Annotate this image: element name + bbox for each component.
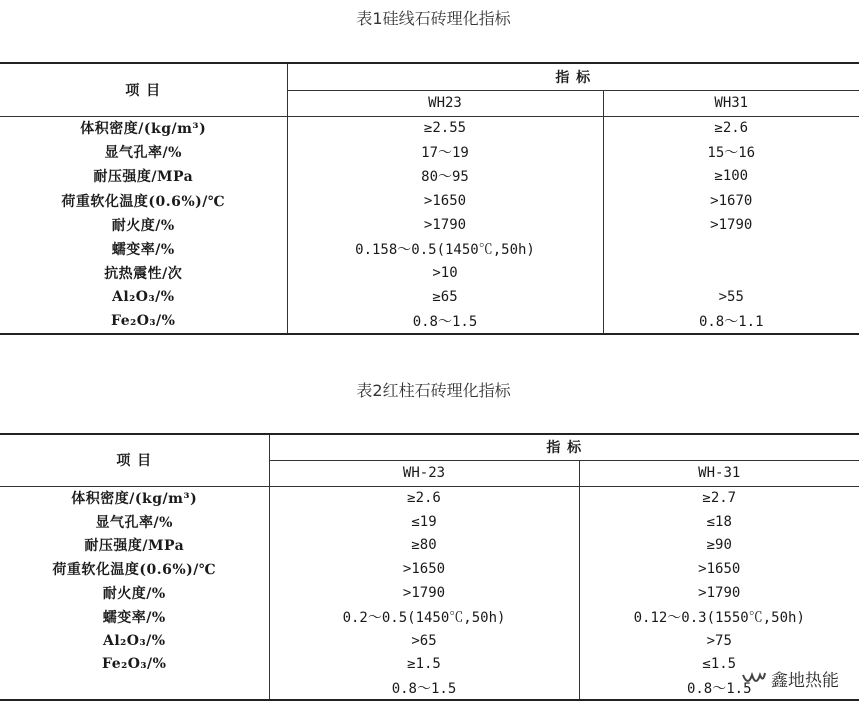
row-value-col2: 0.8～1.1 (603, 310, 859, 334)
table-row (0, 164, 859, 188)
table-row (0, 237, 859, 261)
row-value-empty (603, 237, 859, 261)
row-value-col2: ≤1.5 (579, 653, 859, 677)
table-row (0, 285, 859, 309)
table-row (0, 510, 859, 534)
row-label: Al₂O₃/% (111, 289, 175, 306)
table-row (0, 310, 859, 334)
table2-caption: 表2红柱石砖理化指标 (356, 381, 511, 400)
header-col-wh-23: WH-23 (269, 460, 579, 486)
row-label: Al₂O₃/% (102, 632, 166, 649)
row-value-col1: ≥2.6 (269, 486, 579, 510)
row-value-col1: 0.8～1.5 (287, 310, 603, 334)
table-row (0, 189, 859, 213)
row-value-col1: 0.8～1.5 (269, 676, 579, 700)
row-value-col1: ≥1.5 (269, 653, 579, 677)
table-row (0, 557, 859, 581)
row-value-col1: >1650 (287, 189, 603, 213)
row-label: 耐火度/% (102, 586, 166, 603)
table-row (0, 605, 859, 629)
row-value-col2: >1650 (579, 557, 859, 581)
row-value-col1: ≥2.55 (287, 116, 603, 140)
row-value-col2: >75 (579, 629, 859, 653)
table-row (0, 653, 859, 677)
row-value-col2 (603, 261, 859, 285)
watermark-text: 鑫地热能 (771, 671, 839, 691)
andalusite-brick-table (0, 433, 859, 701)
silica-brick-table (0, 62, 859, 335)
row-label: 耐压强度/MPa (84, 538, 185, 555)
row-value-col1: 80～95 (287, 164, 603, 188)
row-label (0, 676, 269, 700)
row-label: 体积密度/(kg/m³) (80, 121, 207, 138)
row-label: 抗热震性/次 (104, 266, 183, 283)
header-indicator: 指 标 (287, 63, 859, 90)
row-value-col1: >1790 (269, 581, 579, 605)
row-value-col2: ≥2.6 (603, 116, 859, 140)
row-label: 体积密度/(kg/m³) (71, 491, 198, 508)
row-value-col2: ≥2.7 (579, 486, 859, 510)
row-value-col2: >1670 (603, 189, 859, 213)
row-value-merged: 0.158～0.5(1450℃,50h) (287, 237, 603, 261)
row-value-col2: >1790 (603, 213, 859, 237)
row-value-col1: >1790 (287, 213, 603, 237)
header-item: 项 目 (0, 63, 287, 116)
row-value-col1: >10 (287, 261, 603, 285)
table-row (0, 116, 859, 140)
table-row (0, 534, 859, 558)
row-label: 耐压强度/MPa (93, 169, 194, 186)
row-label: 蠕变率/% (102, 609, 166, 626)
table-row (0, 140, 859, 164)
row-label: 显气孔率/% (104, 145, 182, 162)
row-value-col2: 15～16 (603, 140, 859, 164)
header-col-wh-31: WH-31 (579, 460, 859, 486)
row-value-col1: >65 (269, 629, 579, 653)
row-label: 荷重软化温度(0.6%)/℃ (52, 562, 217, 579)
row-value-col1: ≥65 (287, 285, 603, 309)
watermark (741, 666, 839, 691)
header-col-wh23: WH23 (287, 90, 603, 116)
row-value-col1: 0.2～0.5(1450℃,50h) (269, 605, 579, 629)
header-indicator: 指 标 (269, 434, 859, 460)
row-label: Fe₂O₃/% (0, 310, 287, 334)
row-value-col1: >1650 (269, 557, 579, 581)
row-label: 蠕变率/% (111, 242, 175, 259)
header-col-wh31: WH31 (603, 90, 859, 116)
table-row (0, 486, 859, 510)
row-label: 耐火度/% (111, 217, 175, 234)
table-row (0, 581, 859, 605)
row-value-col1: ≥80 (269, 534, 579, 558)
row-label: Fe₂O₃/% (102, 656, 167, 673)
row-label: 荷重软化温度(0.6%)/℃ (61, 193, 226, 210)
row-value-col2: 0.8～1.5 (579, 676, 859, 700)
row-value-col2: >55 (603, 285, 859, 309)
table-row (0, 261, 859, 285)
row-value-col2: ≥100 (603, 164, 859, 188)
row-value-col2: 0.12～0.3(1550℃,50h) (579, 605, 859, 629)
row-value-col1: ≤19 (269, 510, 579, 534)
row-value-col2: ≤18 (579, 510, 859, 534)
table1-caption: 表1硅线石砖理化指标 (356, 9, 511, 28)
row-value-col1: 17～19 (287, 140, 603, 164)
header-item: 项 目 (0, 434, 269, 486)
table-row (0, 629, 859, 653)
row-value-col2: >1790 (579, 581, 859, 605)
row-label: 显气孔率/% (95, 514, 173, 531)
row-value-col2: ≥90 (579, 534, 859, 558)
table-row (0, 213, 859, 237)
table-row (0, 676, 859, 700)
wechat-channel-icon (741, 669, 767, 689)
